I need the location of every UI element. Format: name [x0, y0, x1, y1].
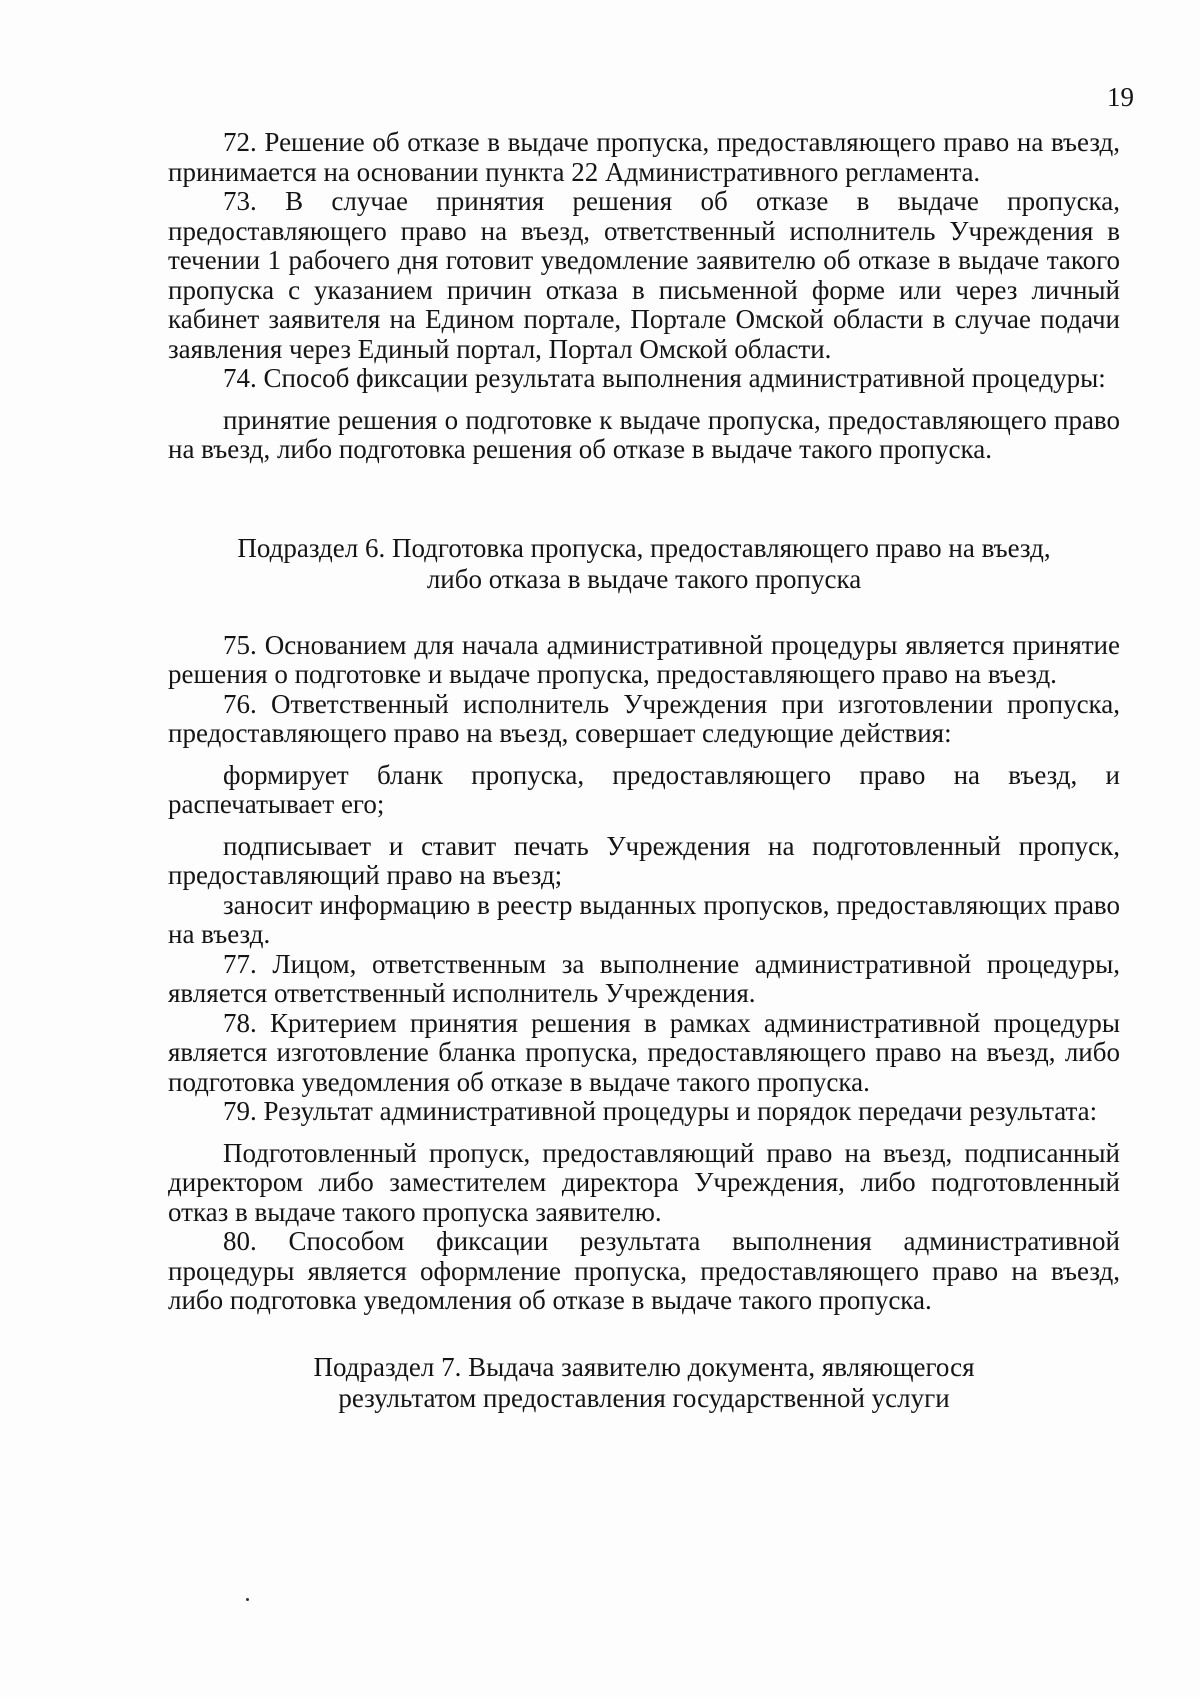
paragraph-76-action-3: заносит информацию в реестр выданных пропусков, предоставляющих право на въезд. [168, 889, 1120, 949]
paragraph-73: 73. В случае принятия решения об отказе в выдаче пропуска, предоставляющего право на въезд, ответственный исполнитель Учреждения в течении 1 рабочего дня готовит уведомление заявителю об отказе в выдаче такого пропуска с указанием причин отказа в письменной форме или через личный кабинет заявителя на Едином портале, Портале Омской области в случае подачи заявления через Единый портал, Портал Омской области. [168, 186, 1120, 364]
subsection-6-heading-line2: либо отказа в выдаче такого пропуска [426, 563, 862, 594]
paragraph-78: 78. Критерием принятия решения в рамках административной процедуры является изготовление бланка пропуска, предоставляющего право на въезд, либо подготовка уведомления об отказе в выдаче такого пропуска. [168, 1007, 1120, 1097]
paragraph-75: 75. Основанием для начала административной процедуры является принятие решения о подготовке и выдаче пропуска, предоставляющего право на въезд. [168, 629, 1120, 689]
paragraph-77: 77. Лицом, ответственным за выполнение административной процедуры, является ответственный исполнитель Учреждения. [168, 948, 1120, 1008]
paragraph-74-detail: принятие решения о подготовке к выдаче пропуска, предоставляющего право на въезд, либо подготовка решения об отказе в выдаче такого пропуска. [168, 404, 1120, 464]
document-body [168, 128, 1120, 1414]
paragraph-72: 72. Решение об отказе в выдаче пропуска, предоставляющего право на въезд, принимается на основании пункта 22 Административного регламента. [168, 127, 1120, 187]
paragraph-76-action-1: формирует бланк пропуска, предоставляющего право на въезд, и распечатывает его; [168, 759, 1120, 819]
paragraph-76: 76. Ответственный исполнитель Учреждения при изготовлении пропуска, предоставляющего право на въезд, совершает следующие действия: [168, 688, 1120, 748]
paragraph-76-action-2: подписывает и ставит печать Учреждения на подготовленный пропуск, предоставляющий право на въезд; [168, 830, 1120, 890]
subsection-7-heading-line1: Подраздел 7. Выдача заявителю документа, являющегося [313, 1351, 975, 1382]
paragraph-79: 79. Результат административной процедуры и порядок передачи результата: [223, 1096, 1098, 1126]
paragraph-80: 80. Способом фиксации результата выполнения административной процедуры является оформление пропуска, предоставляющего право на въезд, либо подготовка уведомления об отказе в выдаче такого пропуска. [168, 1226, 1120, 1315]
scan-speck [246, 1598, 249, 1601]
page-number: 19 [1107, 82, 1134, 112]
paragraph-79-result: Подготовленный пропуск, предоставляющий право на въезд, подписанный директором либо заместителем директора Учреждения, либо подготовленный отказ в выдаче такого пропуска заявителю. [168, 1137, 1120, 1227]
paragraph-74: 74. Способ фиксации результата выполнения административной процедуры: [223, 363, 1106, 393]
subsection-7-heading-line2: результатом предоставления государственной услуги [338, 1382, 950, 1413]
subsection-6-heading-line1: Подраздел 6. Подготовка пропуска, предоставляющего право на въезд, [237, 532, 1051, 563]
